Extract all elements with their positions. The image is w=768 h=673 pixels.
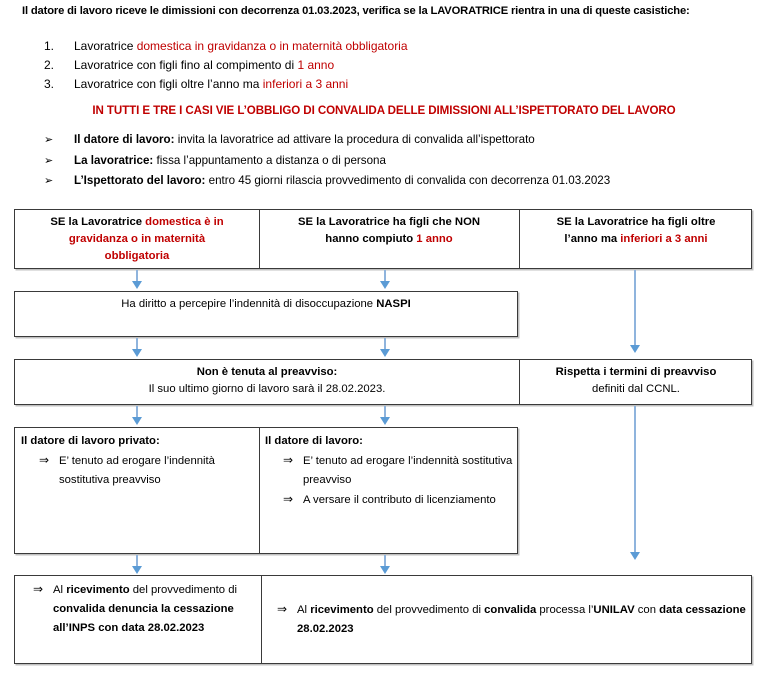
preavviso-title: Non è tenuta al preavviso: [196, 366, 338, 378]
employer-private-item [21, 451, 253, 490]
flow-arrow-head-icon [380, 281, 390, 289]
employer-general-item [265, 451, 513, 490]
arrowhead-bullet-icon: ➢ [44, 174, 54, 187]
flow-arrow-head-icon [630, 345, 640, 353]
list-item-number: 3. [44, 77, 55, 91]
final-inps-text: Al ricevimento del provvedimento di convalida denuncia la cessazione all’INPS con data 28.02.2023 [53, 584, 237, 634]
double-arrow-icon: ⇒ [33, 582, 44, 596]
preavviso-required-title: Rispetta i termini di preavviso [555, 366, 717, 378]
condition-cell-figli-1-anno: SE la Lavoratrice ha figli che NON hanno compiuto 1 anno [297, 216, 481, 245]
double-arrow-icon: ⇒ [283, 492, 294, 506]
arrowhead-bullet-icon: ➢ [44, 153, 54, 167]
final-inps-cell [15, 576, 261, 663]
flow-arrow-line [634, 270, 636, 347]
double-arrow-icon: ⇒ [283, 453, 294, 467]
flow-arrow-head-icon [630, 552, 640, 560]
list-item-number: 1. [44, 39, 55, 53]
list-item-text: Lavoratrice con figli oltre l’anno ma inferiori a 3 anni [74, 77, 349, 91]
preavviso-required-body: definiti dal CCNL. [592, 383, 680, 395]
preavviso-required-cell [519, 360, 753, 404]
employer-general-item [265, 490, 513, 510]
employer-private-title: Il datore di lavoro privato: [21, 435, 160, 447]
flow-arrow-head-icon [132, 417, 142, 425]
flow-arrow-head-icon [380, 417, 390, 425]
final-unilav-text: Al ricevimento del provvedimento di convalida processa l’UNILAV con data cessazione 28.02.2023 [297, 604, 746, 635]
flow-arrow-head-icon [132, 281, 142, 289]
employer-general-title: Il datore di lavoro: [265, 435, 363, 447]
obligation-banner: IN TUTTI E TRE I CASI VIE L’OBBLIGO DI CONVALIDA DELLE DIMISSIONI ALL’ISPETTORATO DEL LAVORO [92, 104, 676, 117]
employer-general-item-text: A versare il contributo di licenziamento [303, 494, 496, 506]
condition-cell-figli-3-anni: SE la Lavoratrice ha figli oltre l’anno ma inferiori a 3 anni [556, 216, 716, 245]
condition-row [14, 209, 752, 269]
arrowhead-bullet-icon: ➢ [44, 133, 54, 146]
final-unilav-cell [261, 576, 753, 663]
employer-general-cell [259, 428, 519, 553]
flow-arrow-head-icon [132, 349, 142, 357]
list-item-text: Lavoratrice con figli fino al compimento di 1 anno [74, 58, 335, 72]
final-inps-item [21, 580, 255, 638]
condition-cell-domestica: SE la Lavoratrice domestica è in gravidanza o in maternità obbligatoria [50, 216, 224, 262]
employer-general-item-text: E’ tenuto ad erogare l’indennità sostitutiva preavviso [303, 455, 513, 486]
flow-arrow-head-icon [380, 566, 390, 574]
naspi-text: Ha diritto a percepire l’indennità di disoccupazione NASPI [121, 298, 411, 310]
list-item-text: Il datore di lavoro: invita la lavoratrice ad attivare la procedura di convalida all’ispettorato [74, 133, 535, 146]
preavviso-not-required-cell [15, 360, 519, 404]
flow-arrow-head-icon [132, 566, 142, 574]
page-title: Il datore di lavoro riceve le dimissioni con decorrenza 01.03.2023, verifica se la LAVORATRICE rientra in una di queste casistiche: [22, 5, 690, 17]
naspi-box [14, 291, 518, 337]
employer-private-item-text: E’ tenuto ad erogare l’indennità sostitutiva preavviso [59, 455, 215, 486]
employer-private-cell [15, 428, 259, 553]
double-arrow-icon: ⇒ [277, 602, 288, 616]
list-item-text: L’Ispettorato del lavoro: entro 45 giorni rilascia provvedimento di convalida con decorrenza 01.03.2023 [74, 174, 611, 187]
final-actions-row [14, 575, 752, 664]
double-arrow-icon: ⇒ [39, 453, 50, 467]
flow-arrow-line [634, 406, 636, 554]
final-unilav-item [267, 600, 747, 639]
employer-duties-row [14, 427, 518, 554]
preavviso-body: Il suo ultimo giorno di lavoro sarà il 28.02.2023. [148, 383, 386, 395]
list-item-text: La lavoratrice: fissa l’appuntamento a distanza o di persona [74, 153, 386, 167]
list-item-number: 2. [44, 58, 55, 72]
list-item-text: Lavoratrice domestica in gravidanza o in maternità obbligatoria [74, 39, 408, 53]
flow-arrow-head-icon [380, 349, 390, 357]
preavviso-row [14, 359, 752, 405]
